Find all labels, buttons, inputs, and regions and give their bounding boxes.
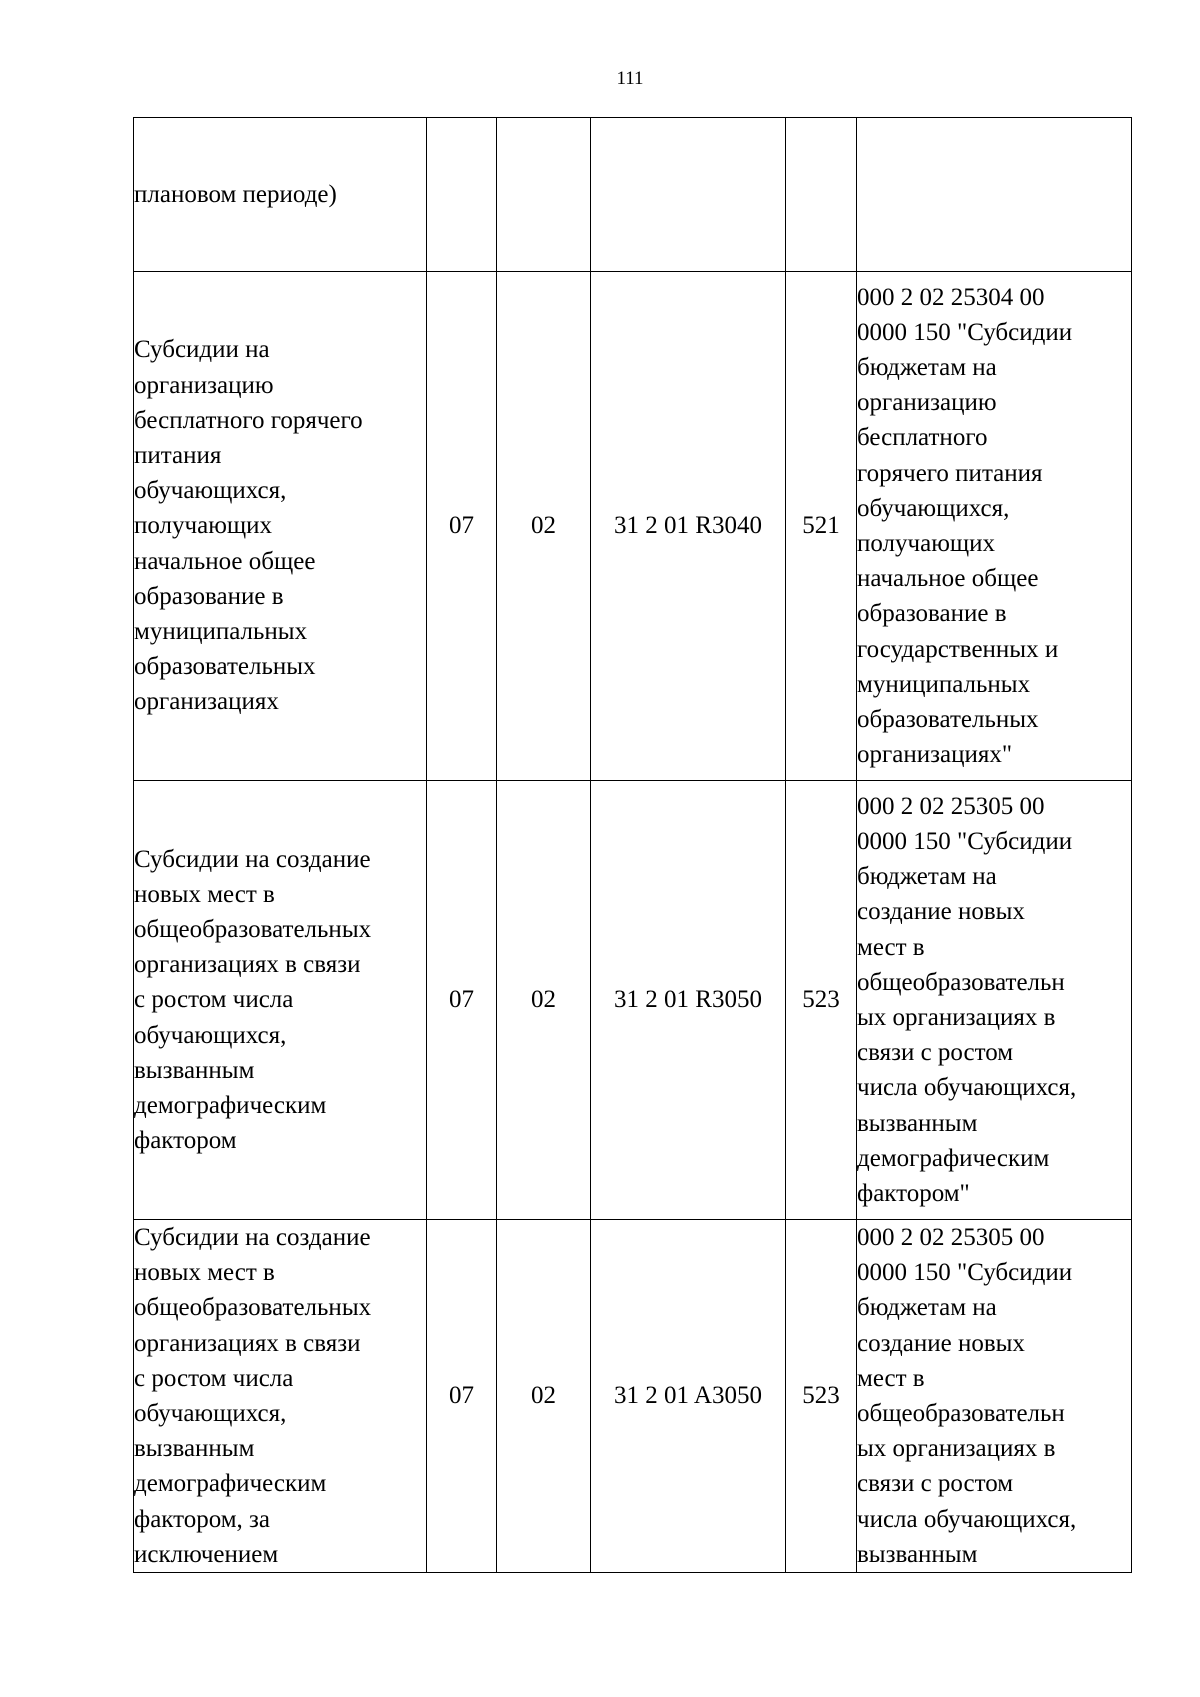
table-row [134, 1220, 1132, 1573]
cell-name: Субсидии на создание новых мест в общеобразовательных организациях в связи с ростом числа обучающихся, вызванным демографическим фактором, за исключением [134, 1220, 427, 1573]
cell-subsection: 02 [497, 781, 591, 1220]
table-row [134, 118, 1132, 272]
budget-classification-table [133, 117, 1132, 1573]
cell-expense-type: 523 [786, 781, 857, 1220]
cell-section: 07 [427, 1220, 497, 1573]
page-number: 111 [616, 68, 644, 89]
cell-target-article: 31 2 01 A3050 [591, 1220, 786, 1573]
cell-expense-type: 523 [786, 1220, 857, 1573]
cell-name: Субсидии на организацию бесплатного горячего питания обучающихся, получающих начальное общее образование в муниципальных образовательных организациях [134, 272, 427, 781]
cell-section [427, 118, 497, 272]
table-row [134, 781, 1132, 1220]
cell-expense-type [786, 118, 857, 272]
cell-revenue-code: 000 2 02 25304 00 0000 150 "Субсидии бюджетам на организацию бесплатного горячего питания обучающихся, получающих начальное общее образование в государственных и муниципальных образовательных организациях" [857, 272, 1132, 781]
cell-name: Субсидии на создание новых мест в общеобразовательных организациях в связи с ростом числа обучающихся, вызванным демографическим фактором [134, 781, 427, 1220]
cell-revenue-code: 000 2 02 25305 00 0000 150 "Субсидии бюджетам на создание новых мест в общеобразовательн ых организациях в связи с ростом числа обучающихся, вызванным демографическим фактором" [857, 781, 1132, 1220]
cell-subsection: 02 [497, 1220, 591, 1573]
cell-section: 07 [427, 781, 497, 1220]
cell-revenue-code [857, 118, 1132, 272]
cell-subsection [497, 118, 591, 272]
cell-name: плановом периоде) [134, 118, 427, 272]
cell-target-article: 31 2 01 R3050 [591, 781, 786, 1220]
cell-subsection: 02 [497, 272, 591, 781]
cell-section: 07 [427, 272, 497, 781]
cell-target-article: 31 2 01 R3040 [591, 272, 786, 781]
table-row [134, 272, 1132, 781]
cell-revenue-code: 000 2 02 25305 00 0000 150 "Субсидии бюджетам на создание новых мест в общеобразовательн ых организациях в связи с ростом числа обучающихся, вызванным [857, 1220, 1132, 1573]
cell-expense-type: 521 [786, 272, 857, 781]
cell-target-article [591, 118, 786, 272]
